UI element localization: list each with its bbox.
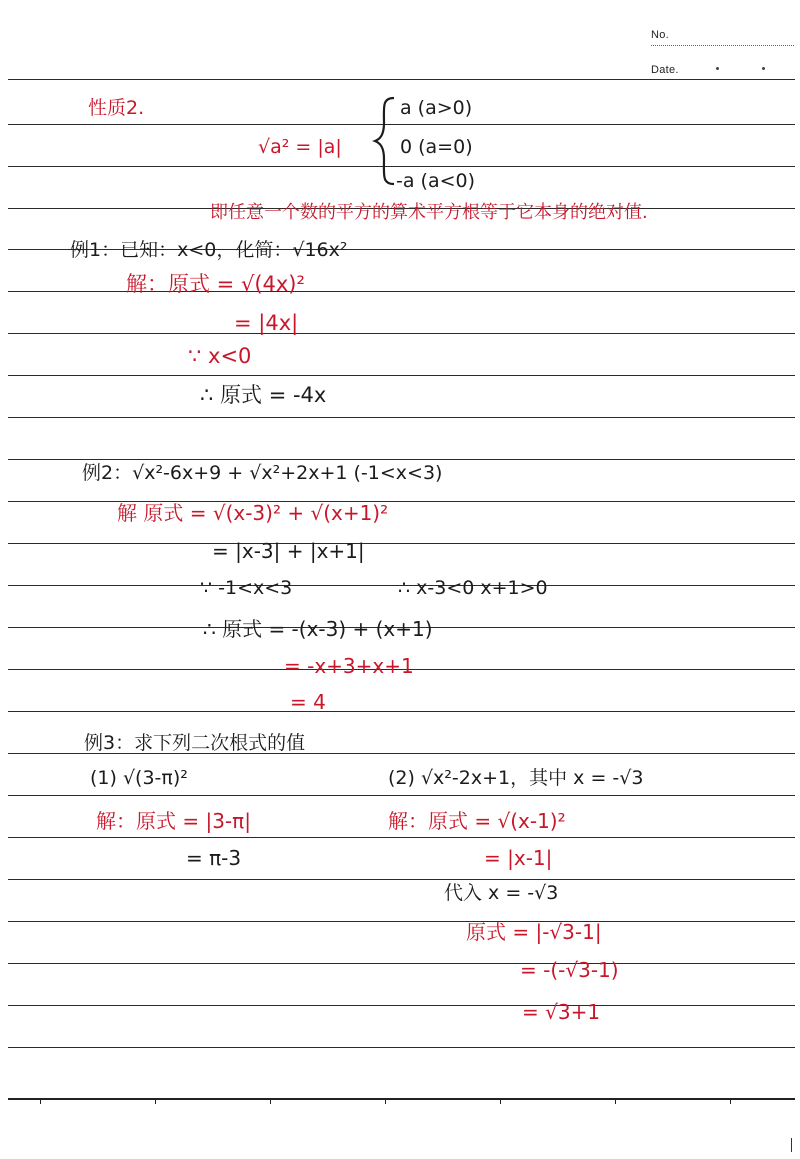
ruled-line — [8, 795, 795, 796]
property-formula: √a² = |a| — [258, 136, 342, 158]
ruled-line — [8, 124, 795, 125]
case-positive: a (a>0) — [400, 97, 473, 119]
rule-tick — [40, 1098, 41, 1104]
example3-part2-line4: 原式 = |-√3-1| — [466, 920, 602, 944]
rule-tick — [270, 1098, 271, 1104]
example2-problem: 例2：√x²-6x+9 + √x²+2x+1 (-1<x<3) — [82, 462, 443, 484]
date-dot — [716, 67, 719, 70]
margin-mark — [791, 1138, 792, 1152]
rule-tick — [730, 1098, 731, 1104]
ruled-line — [8, 1005, 795, 1006]
example1-line3: ∵ x<0 — [188, 344, 252, 368]
example1-line1: 解：原式 = √(4x)² — [126, 272, 305, 296]
example2-line2: = |x-3| + |x+1| — [212, 539, 365, 563]
number-field-line — [651, 45, 794, 46]
ruled-line — [8, 459, 795, 460]
example3-part2-question: (2) √x²-2x+1，其中 x = -√3 — [388, 767, 644, 789]
example3-problem: 例3：求下列二次根式的值 — [84, 732, 306, 754]
ruled-line — [8, 375, 795, 376]
example2-line3a: ∵ -1<x<3 — [200, 577, 293, 599]
curly-brace — [372, 95, 398, 187]
case-negative: -a (a<0) — [396, 170, 476, 192]
date-label: Date. — [651, 64, 679, 76]
ruled-line — [8, 166, 795, 167]
example1-problem: 例1：已知：x<0，化简：√16x² — [70, 239, 348, 261]
rule-tick — [155, 1098, 156, 1104]
example3-part2-line1: 解：原式 = √(x-1)² — [388, 809, 566, 833]
ruled-line — [8, 417, 795, 418]
ruled-line — [8, 963, 795, 964]
ruled-line — [8, 837, 795, 838]
case-zero: 0 (a=0) — [400, 136, 473, 158]
example2-line4: ∴ 原式 = -(x-3) + (x+1) — [203, 617, 433, 641]
rule-tick — [385, 1098, 386, 1104]
date-dot — [762, 67, 765, 70]
example2-line1: 解 原式 = √(x-3)² + √(x+1)² — [117, 501, 389, 525]
example3-part1-line1: 解：原式 = |3-π| — [96, 809, 251, 833]
ruled-line — [8, 333, 795, 334]
example2-line3b: ∴ x-3<0 x+1>0 — [398, 577, 548, 599]
ruled-line — [8, 879, 795, 880]
example3-part2-line5: = -(-√3-1) — [520, 958, 619, 982]
rule-tick — [615, 1098, 616, 1104]
example1-line4: ∴ 原式 = -4x — [200, 383, 327, 407]
bottom-rule — [8, 1098, 795, 1100]
ruled-line — [8, 79, 795, 80]
example3-part2-line2: = |x-1| — [484, 846, 553, 870]
ruled-line — [8, 711, 795, 712]
example3-part1-line2: = π-3 — [186, 846, 242, 870]
example3-part1-question: (1) √(3-π)² — [90, 767, 188, 789]
example2-line6: = 4 — [290, 690, 326, 714]
example2-line5: = -x+3+x+1 — [284, 654, 414, 678]
example3-part2-line3: 代入 x = -√3 — [444, 882, 559, 904]
ruled-line — [8, 543, 795, 544]
ruled-line — [8, 921, 795, 922]
property-title: 性质2. — [88, 97, 145, 119]
ruled-line — [8, 1047, 795, 1048]
number-label: No. — [651, 29, 670, 41]
rule-tick — [500, 1098, 501, 1104]
property-note: 即任意一个数的平方的算术平方根等于它本身的绝对值. — [210, 202, 648, 223]
example1-line2: = |4x| — [234, 311, 299, 335]
example3-part2-line6: = √3+1 — [522, 1000, 601, 1024]
